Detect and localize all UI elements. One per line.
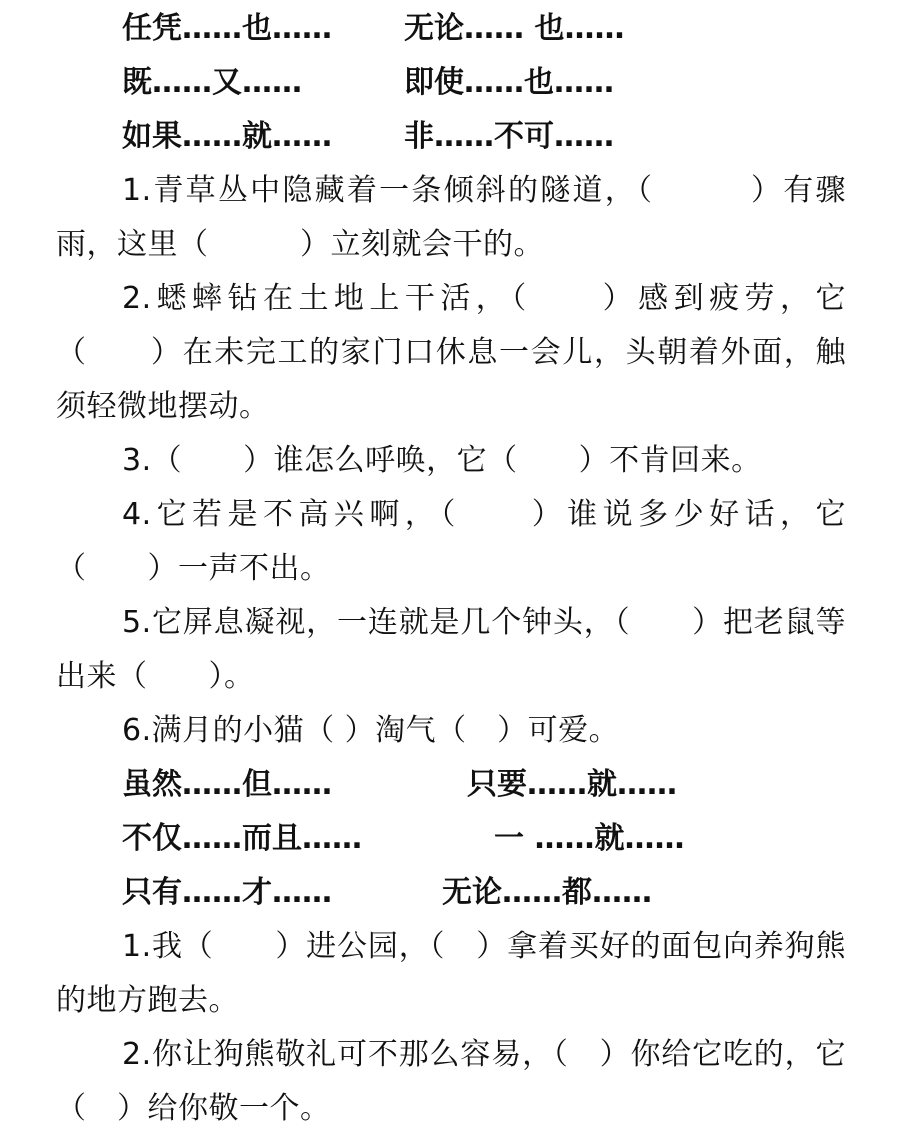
conjunction-row [122,110,614,164]
question-item: 2.你让狗熊敬礼可不那么容易，（ ）你给它吃的，它（ ）给你敬一个。 [56,1037,846,1126]
question-item: 1.青草丛中隐藏着一条倾斜的隧道，（ ）有骤雨，这里（ ）立刻就会干的。 [56,173,846,262]
conjunction-pair: 只要……就…… [467,767,677,802]
conjunction-row [122,866,652,920]
conjunction-row [122,56,614,110]
question-item: 3.（ ）谁怎么呼唤，它（ ）不肯回来。 [122,443,762,478]
conjunction-pair: 不仅……而且…… [122,821,362,856]
conjunction-pair: 任凭……也…… [122,11,332,46]
conjunction-row [122,758,677,812]
question-item: 4.它若是不高兴啊，（ ）谁说多少好话，它（ ）一声不出。 [56,497,846,586]
conjunction-pair: 既……又…… [122,65,302,100]
conjunction-row [122,2,625,56]
question-item: 6.满月的小猫（ ）淘气（ ）可爱。 [122,713,620,748]
question-item: 5.它屏息凝视，一连就是几个钟头，（ ）把老鼠等出来（ ）。 [56,605,846,694]
conjunction-pair: 只有……才…… [122,875,332,910]
conjunction-pair: 虽然……但…… [122,767,332,802]
conjunction-pair: 一 ……就…… [494,821,685,856]
conjunction-pair: 如果……就…… [122,119,332,154]
question-item: 2.蟋蟀钻在土地上干活，（ ）感到疲劳，它（ ）在未完工的家门口休息一会儿，头朝着外面，触须轻微地摆动。 [56,281,846,424]
conjunction-pair: 非……不可…… [404,119,614,154]
question-item: 1.我（ ）进公园，（ ）拿着买好的面包向养狗熊的地方跑去。 [56,929,846,1018]
conjunction-row [122,812,685,866]
conjunction-pair: 无论…… 也…… [404,11,625,46]
conjunction-pair: 无论……都…… [442,875,652,910]
conjunction-pair: 即使……也…… [404,65,614,100]
